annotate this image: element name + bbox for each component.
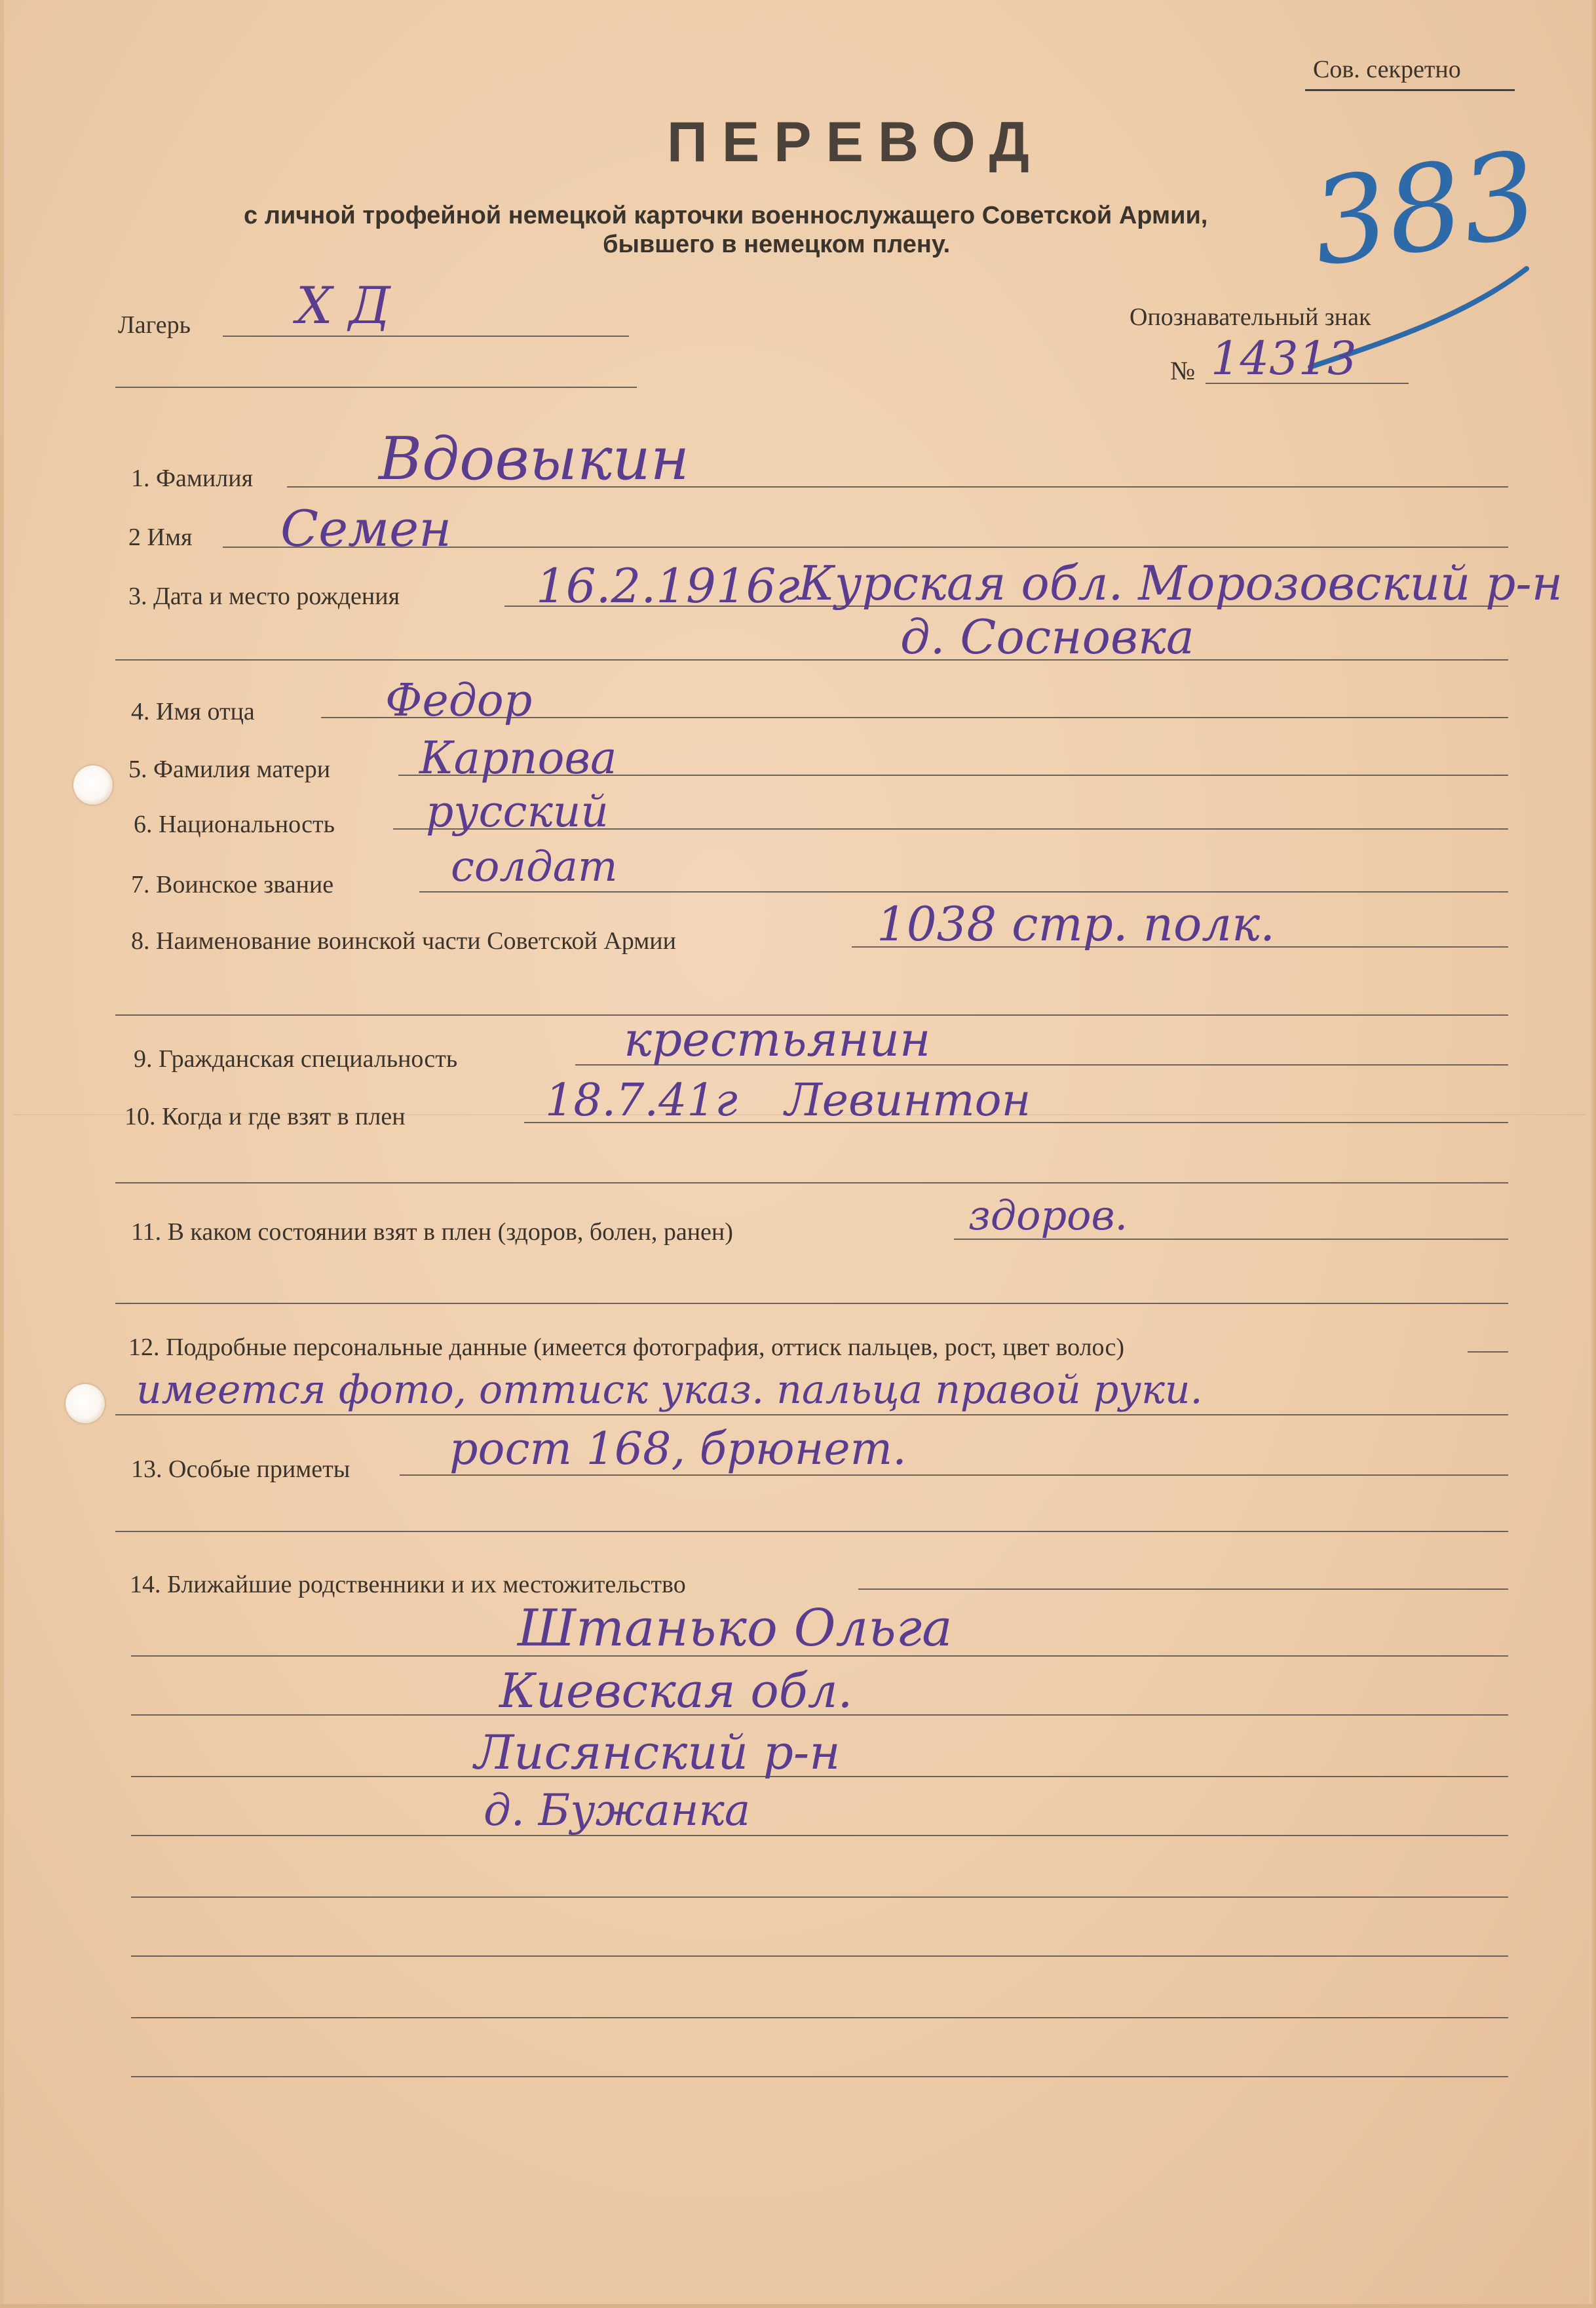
field-nationality-label: 6. Национальность	[134, 811, 335, 838]
camp-line	[223, 336, 629, 337]
field-captured-place-value: Левинтон	[785, 1075, 1031, 1126]
camp-label: Лагерь	[118, 311, 191, 339]
relatives-value-1: Штанько Ольга	[518, 1599, 953, 1658]
field-birth-line-2	[115, 659, 1508, 661]
field-marks-line-2	[115, 1531, 1508, 1532]
camp-value: Х Д	[296, 277, 390, 336]
field-captured-line-2	[115, 1182, 1508, 1183]
field-civil-label: 9. Гражданская специальность	[134, 1045, 458, 1073]
field-surname-label: 1. Фамилия	[131, 465, 254, 492]
relatives-value-4: д. Бужанка	[484, 1785, 751, 1836]
field-birth-place-value: Курская обл. Морозовский р-н	[798, 556, 1563, 611]
field-marks-label: 13. Особые приметы	[131, 1455, 351, 1483]
relatives-line-6	[131, 1955, 1508, 1957]
field-father-value: Федор	[385, 675, 533, 727]
field-mother-value: Карпова	[419, 733, 617, 784]
relatives-line-7	[131, 2017, 1508, 2018]
id-mark-no-label: №	[1170, 356, 1196, 385]
field-civil-value: крестьянин	[624, 1012, 931, 1067]
page-subtitle-line1: с личной трофейной немецкой карточки военнослужащего Советской Армии,	[244, 202, 1208, 229]
field-relatives-line	[858, 1588, 1508, 1590]
field-father-label: 4. Имя отца	[131, 698, 255, 725]
field-birth-date-value: 16.2.1916г	[536, 558, 800, 613]
field-name-value: Семен	[280, 499, 452, 558]
field-nationality-value: русский	[426, 786, 609, 837]
field-rank-label: 7. Воинское звание	[131, 871, 334, 898]
page-subtitle-line2: бывшего в немецком плену.	[603, 231, 951, 258]
field-personal-value: имеется фото, оттиск указ. пальца правой руки.	[136, 1367, 1203, 1413]
field-surname-value: Вдовыкин	[379, 425, 690, 493]
field-marks-value: рост 168, брюнет.	[449, 1423, 907, 1475]
field-unit-value: 1038 стр. полк.	[877, 896, 1276, 952]
relatives-value-2: Киевская обл.	[499, 1663, 853, 1718]
camp-line-2	[115, 387, 637, 388]
id-mark-label: Опознавательный знак	[1130, 303, 1371, 331]
relatives-line-4	[131, 1835, 1508, 1836]
field-rank-value: солдат	[451, 843, 618, 891]
classification-label: Сов. секретно	[1313, 56, 1461, 83]
stamp-number: 383	[1304, 126, 1546, 293]
field-condition-value: здоров.	[968, 1191, 1128, 1239]
field-personal-line	[1468, 1351, 1508, 1353]
field-name-label: 2 Имя	[128, 524, 193, 551]
field-personal-line-2	[115, 1414, 1508, 1415]
field-mother-label: 5. Фамилия матери	[128, 756, 331, 783]
relatives-line-5	[131, 1896, 1508, 1898]
field-unit-label: 8. Наименование воинской части Советской Армии	[131, 927, 676, 955]
field-captured-date-value: 18.7.41г	[545, 1075, 738, 1126]
field-condition-line-2	[115, 1303, 1508, 1304]
field-birth-place-line2-value: д. Сосновка	[900, 609, 1194, 664]
field-captured-label: 10. Когда и где взят в плен	[124, 1103, 406, 1130]
field-rank-line	[419, 891, 1508, 893]
field-condition-label: 11. В каком состоянии взят в плен (здоров, болен, ранен)	[131, 1218, 733, 1246]
relatives-value-3: Лисянский р-н	[474, 1725, 841, 1780]
field-birth-label: 3. Дата и место рождения	[128, 583, 400, 610]
relatives-line-8	[131, 2076, 1508, 2077]
field-relatives-label: 14. Ближайшие родственники и их местожительство	[130, 1571, 686, 1598]
page-title: ПЕРЕВОД	[667, 111, 1044, 174]
id-mark-value: 14313	[1211, 332, 1357, 385]
field-personal-label: 12. Подробные персональные данные (имеется фотография, оттиск пальцев, рост, цвет волос)	[128, 1334, 1124, 1361]
